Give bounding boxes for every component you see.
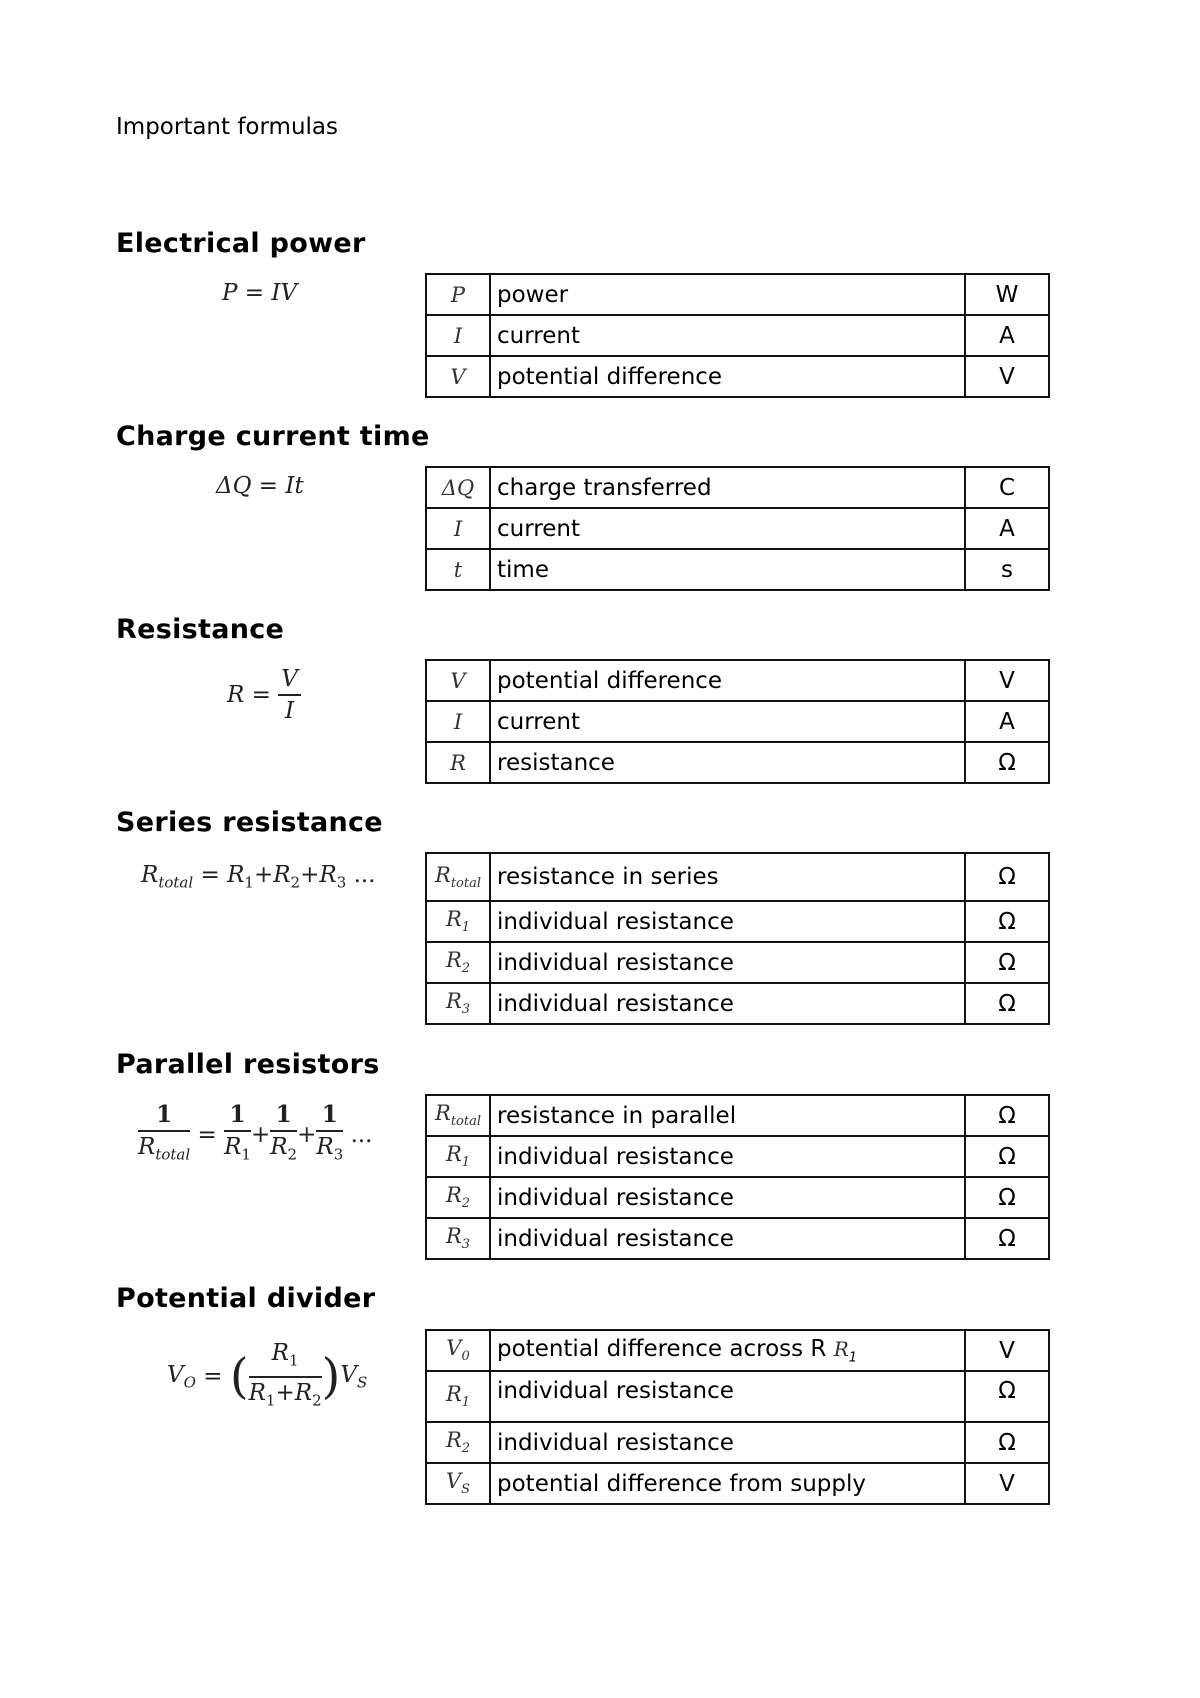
formula-divider: $V_O$ = ( $\frac{R_1}{R_1+R_2}$ )$V_S$ — [167, 1340, 368, 1410]
heading-resistance: Resistance — [116, 614, 285, 645]
table-row: $V_0$ potential difference across R $R_1$ V — [426, 1330, 1049, 1371]
table-row: I current A — [426, 508, 1049, 549]
table-row: $R_1$ individual resistance Ω — [426, 1371, 1049, 1422]
formula-parallel: $\frac{1}{R_{total}}$ = $\frac{1}{R_1}$ + $\frac{1}{R_2}$ + $\frac{1}{R_3}$ ... — [138, 1101, 373, 1164]
table-row: R resistance Ω — [426, 742, 1049, 783]
heading-charge-current-time: Charge current time — [116, 421, 430, 452]
formula-power: P = IV — [222, 280, 298, 306]
table-row: $R_2$ individual resistance Ω — [426, 1422, 1049, 1463]
table-row: $R_{total}$ resistance in parallel Ω — [426, 1095, 1049, 1136]
table-row: P power W — [426, 274, 1049, 315]
table-parallel — [425, 1094, 1050, 1260]
heading-parallel-resistors: Parallel resistors — [116, 1049, 380, 1080]
table-charge — [425, 466, 1050, 591]
table-row: ΔQ charge transferred C — [426, 467, 1049, 508]
table-row: $R_1$ individual resistance Ω — [426, 1136, 1049, 1177]
table-row: V potential difference V — [426, 356, 1049, 397]
table-series — [425, 852, 1050, 1025]
table-row: V potential difference V — [426, 660, 1049, 701]
formula-series: $R_{total} = R_1+R_2+R_3$ ... — [141, 862, 376, 892]
table-row: $V_S$ potential difference from supply V — [426, 1463, 1049, 1504]
formula-charge: ΔQ = It — [216, 473, 304, 499]
table-row: $R_3$ individual resistance Ω — [426, 1218, 1049, 1259]
table-row: I current A — [426, 315, 1049, 356]
table-row: $R_3$ individual resistance Ω — [426, 983, 1049, 1024]
table-row: t time s — [426, 549, 1049, 590]
table-row: $R_{total}$ resistance in series Ω — [426, 853, 1049, 901]
heading-electrical-power: Electrical power — [116, 228, 366, 259]
table-row: $R_2$ individual resistance Ω — [426, 1177, 1049, 1218]
table-row: I current A — [426, 701, 1049, 742]
table-row: $R_2$ individual resistance Ω — [426, 942, 1049, 983]
heading-series-resistance: Series resistance — [116, 807, 383, 838]
page-title: Important formulas — [116, 114, 339, 140]
table-resistance — [425, 659, 1050, 784]
heading-potential-divider: Potential divider — [116, 1283, 376, 1314]
table-row: $R_1$ individual resistance Ω — [426, 901, 1049, 942]
table-divider — [425, 1329, 1050, 1505]
formula-resistance: R = $\frac{V}{I}$ — [227, 664, 301, 726]
table-power — [425, 273, 1050, 398]
